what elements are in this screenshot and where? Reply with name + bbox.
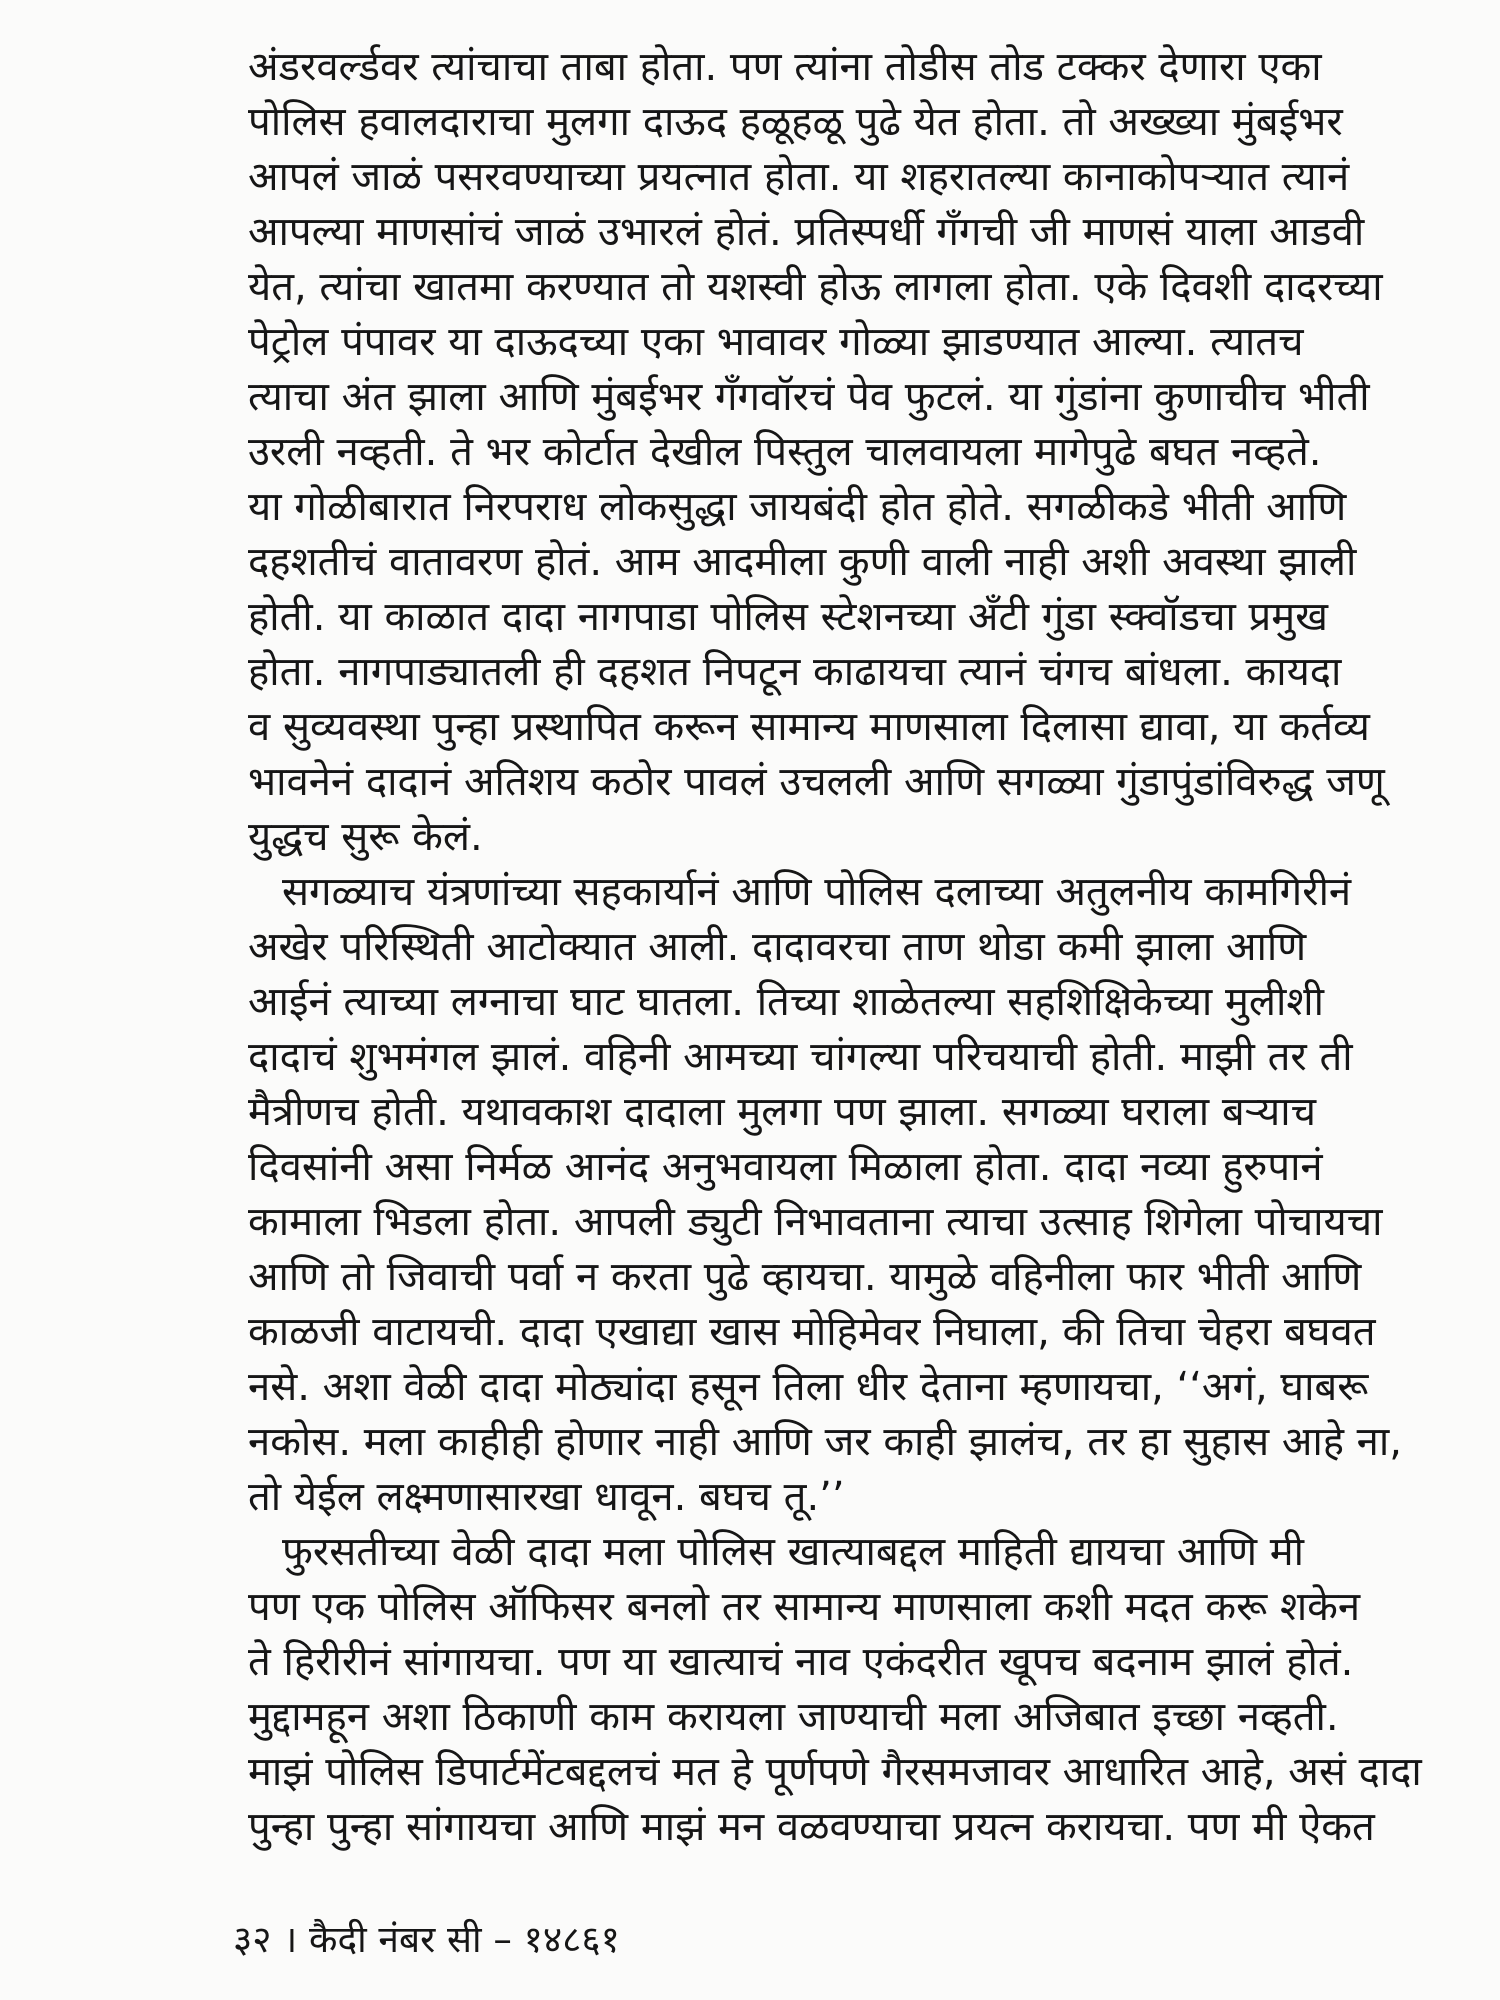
text-line: नकोस. मला काहीही होणार नाही आणि जर काही झालंच, तर हा सुहास आहे ना,: [248, 1419, 1402, 1465]
text-line: कामाला भिडला होता. आपली ड्युटी निभावताना त्याचा उत्साह शिगेला पोचायचा: [248, 1199, 1383, 1245]
text-line: होता. नागपाड्यातली ही दहशत निपटून काढायचा त्यानं चंगच बांधला. कायदा: [248, 649, 1342, 695]
text-line: नसे. अशा वेळी दादा मोठ्यांदा हसून तिला धीर देताना म्हणायचा, ‘‘अगं, घाबरू: [248, 1364, 1369, 1410]
text-line: आईनं त्याच्या लग्नाचा घाट घातला. तिच्या शाळेतल्या सहशिक्षिकेच्या मुलीशी: [248, 979, 1324, 1025]
text-line: ते हिरीरीनं सांगायचा. पण या खात्याचं नाव एकंदरीत खूपच बदनाम झालं होतं.: [248, 1639, 1354, 1685]
text-line: आपलं जाळं पसरवण्याच्या प्रयत्नात होता. या शहरातल्या कानाकोपऱ्यात त्यानं: [248, 154, 1350, 200]
text-line: काळजी वाटायची. दादा एखाद्या खास मोहिमेवर निघाला, की तिचा चेहरा बघवत: [248, 1309, 1376, 1355]
text-line: दिवसांनी असा निर्मळ आनंद अनुभवायला मिळाला होता. दादा नव्या हुरुपानं: [248, 1144, 1323, 1190]
text-line: अखेर परिस्थिती आटोक्यात आली. दादावरचा ताण थोडा कमी झाला आणि: [248, 924, 1307, 970]
text-block: [248, 40, 1422, 1855]
text-line: मुद्दामहून अशा ठिकाणी काम करायला जाण्याची मला अजिबात इच्छा नव्हती.: [248, 1694, 1339, 1740]
text-line: भावनेनं दादानं अतिशय कठोर पावलं उचलली आणि सगळ्या गुंडापुंडांविरुद्ध जणू: [248, 759, 1385, 805]
text-line: या गोळीबारात निरपराध लोकसुद्धा जायबंदी होत होते. सगळीकडे भीती आणि: [248, 484, 1347, 530]
text-line: त्याचा अंत झाला आणि मुंबईभर गँगवॉरचं पेव फुटलं. या गुंडांना कुणाचीच भीती: [248, 374, 1370, 420]
text-line: पुन्हा पुन्हा सांगायचा आणि माझं मन वळवण्याचा प्रयत्न करायचा. पण मी ऐकत: [248, 1804, 1375, 1850]
text-line: अंडरवर्ल्डवर त्यांचाचा ताबा होता. पण त्यांना तोडीस तोड टक्कर देणारा एका: [248, 44, 1322, 90]
text-line: होती. या काळात दादा नागपाडा पोलिस स्टेशनच्या अँटी गुंडा स्क्वॉडचा प्रमुख: [248, 594, 1328, 640]
text-line: माझं पोलिस डिपार्टमेंटबद्दलचं मत हे पूर्णपणे गैरसमजावर आधारित आहे, असं दादा: [248, 1749, 1422, 1795]
text-line: तो येईल लक्ष्मणासारखा धावून. बघच तू.’’: [248, 1474, 845, 1520]
text-line: दादाचं शुभमंगल झालं. वहिनी आमच्या चांगल्या परिचयाची होती. माझी तर ती: [248, 1034, 1353, 1080]
text-line: उरली नव्हती. ते भर कोर्टात देखील पिस्तुल चालवायला मागेपुढे बघत नव्हते.: [248, 429, 1322, 475]
text-line: युद्धच सुरू केलं.: [248, 814, 483, 860]
text-line: पण एक पोलिस ऑफिसर बनलो तर सामान्य माणसाला कशी मदत करू शकेन: [248, 1584, 1361, 1630]
paragraph-start-line: फुरसतीच्या वेळी दादा मला पोलिस खात्याबद्दल माहिती द्यायचा आणि मी: [282, 1529, 1304, 1575]
text-line: मैत्रीणच होती. यथावकाश दादाला मुलगा पण झाला. सगळ्या घराला बऱ्याच: [248, 1089, 1316, 1135]
page-footer: ३२ । कैदी नंबर सी – १४८६१: [233, 1918, 620, 1961]
text-line: पेट्रोल पंपावर या दाऊदच्या एका भावावर गोळ्या झाडण्यात आल्या. त्यातच: [248, 319, 1304, 365]
text-line: पोलिस हवालदाराचा मुलगा दाऊद हळूहळू पुढे येत होता. तो अख्ख्या मुंबईभर: [248, 99, 1343, 145]
text-line: दहशतीचं वातावरण होतं. आम आदमीला कुणी वाली नाही अशी अवस्था झाली: [248, 539, 1357, 585]
text-line: व सुव्यवस्था पुन्हा प्रस्थापित करून सामान्य माणसाला दिलासा द्यावा, या कर्तव्य: [248, 704, 1370, 750]
text-line: आणि तो जिवाची पर्वा न करता पुढे व्हायचा. यामुळे वहिनीला फार भीती आणि: [248, 1254, 1362, 1300]
paragraph-start-line: सगळ्याच यंत्रणांच्या सहकार्यानं आणि पोलिस दलाच्या अतुलनीय कामगिरीनं: [282, 869, 1352, 915]
text-line: येत, त्यांचा खातमा करण्यात तो यशस्वी होऊ लागला होता. एके दिवशी दादरच्या: [248, 264, 1383, 310]
text-line: आपल्या माणसांचं जाळं उभारलं होतं. प्रतिस्पर्धी गँगची जी माणसं याला आडवी: [248, 209, 1365, 255]
